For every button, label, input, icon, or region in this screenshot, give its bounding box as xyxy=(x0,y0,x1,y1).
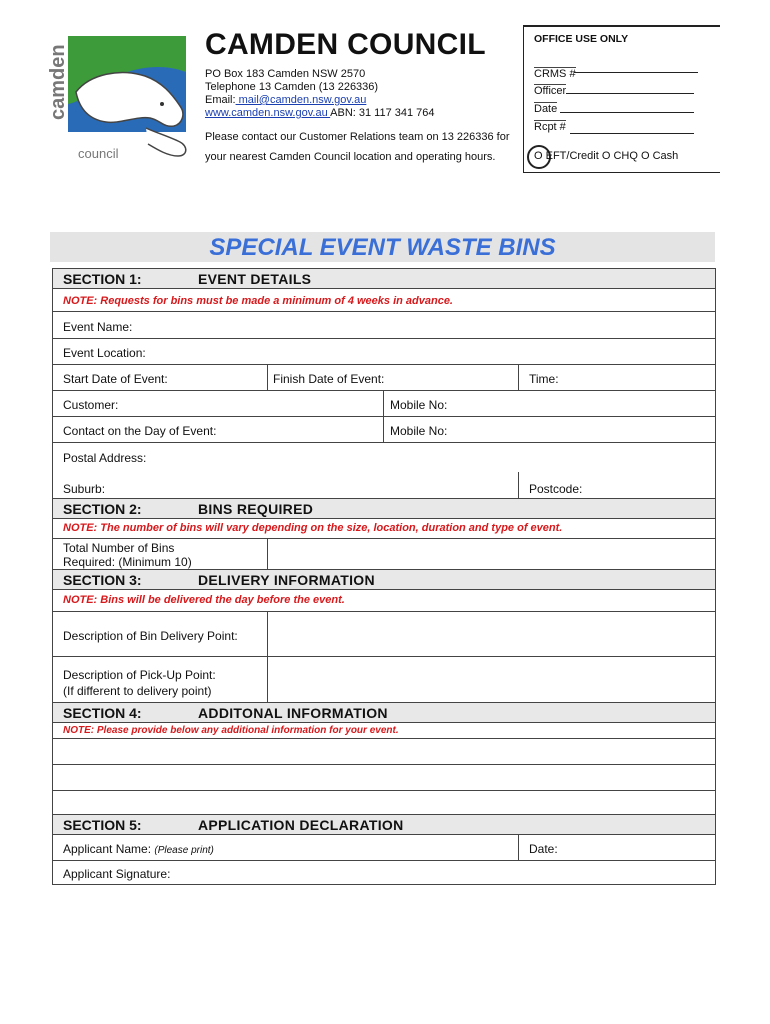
application-form xyxy=(52,268,716,885)
dates-row xyxy=(53,364,715,390)
finish-date-label: Finish Date of Event: xyxy=(273,372,385,386)
section-3-number: SECTION 3: xyxy=(63,572,142,588)
total-bins-input[interactable] xyxy=(268,539,715,569)
pickup-point-label: Description of Pick-Up Point: (If different to delivery point) xyxy=(63,668,216,698)
applicant-signature-row[interactable] xyxy=(53,860,715,884)
please-print-hint: (Please print) xyxy=(154,845,214,856)
additional-info-line-3[interactable] xyxy=(53,790,715,814)
event-name-label: Event Name: xyxy=(63,320,133,334)
delivery-point-row xyxy=(53,611,715,656)
date-line[interactable] xyxy=(560,112,694,113)
section-3-header xyxy=(53,569,715,589)
pickup-point-input[interactable] xyxy=(268,657,715,702)
total-bins-label: Total Number of Bins Required: (Minimum 10) xyxy=(63,541,192,569)
section-2-title: BINS REQUIRED xyxy=(198,501,314,517)
applicant-name-label: Applicant Name: (Please print) xyxy=(63,842,214,856)
applicant-name-row xyxy=(53,834,715,860)
customer-label: Customer: xyxy=(63,398,119,412)
time-label: Time: xyxy=(529,372,559,386)
postal-address-field[interactable] xyxy=(53,442,715,472)
suburb-row xyxy=(53,472,715,498)
crms-line[interactable] xyxy=(574,72,698,73)
officer-line[interactable] xyxy=(566,93,694,94)
contact-line-2: your nearest Camden Council location and operating hours. xyxy=(205,151,496,163)
suburb-label: Suburb: xyxy=(63,482,106,496)
website-link[interactable]: www.camden.nsw.gov.au xyxy=(205,107,331,119)
payment-options[interactable]: O EFT/Credit O CHQ O Cash xyxy=(534,150,679,162)
section-4-number: SECTION 4: xyxy=(63,705,142,721)
additional-info-line-2[interactable] xyxy=(53,764,715,790)
section-3-title: DELIVERY INFORMATION xyxy=(198,572,375,588)
address: PO Box 183 Camden NSW 2570 xyxy=(205,68,366,80)
logo-word-camden: camden xyxy=(47,44,69,120)
event-location-field[interactable] xyxy=(53,338,715,364)
rcpt-line[interactable] xyxy=(570,133,694,134)
section-5-title: APPLICATION DECLARATION xyxy=(198,817,404,833)
customer-row xyxy=(53,390,715,416)
pickup-point-row xyxy=(53,656,715,702)
delivery-point-input[interactable] xyxy=(268,612,715,656)
event-location-label: Event Location: xyxy=(63,346,146,360)
postcode-label: Postcode: xyxy=(529,482,583,496)
section-1-note: NOTE: Requests for bins must be made a minimum of 4 weeks in advance. xyxy=(53,288,715,311)
office-use-title: OFFICE USE ONLY xyxy=(534,33,629,45)
officer-label: Officer xyxy=(534,85,567,97)
declaration-date-label: Date: xyxy=(529,842,558,856)
total-bins-row xyxy=(53,538,715,569)
email-line xyxy=(205,94,366,107)
abn: ABN: 31 117 341 764 xyxy=(330,107,435,119)
website-line xyxy=(205,107,435,120)
start-date-label: Start Date of Event: xyxy=(63,372,168,386)
section-2-header xyxy=(53,498,715,518)
date-label: Date xyxy=(534,103,558,115)
section-1-number: SECTION 1: xyxy=(63,271,142,287)
section-4-header xyxy=(53,702,715,722)
telephone: Telephone 13 Camden (13 226336) xyxy=(205,81,379,93)
contact-row xyxy=(53,416,715,442)
section-5-number: SECTION 5: xyxy=(63,817,142,833)
section-4-title: ADDITONAL INFORMATION xyxy=(198,705,388,721)
council-name: CAMDEN COUNCIL xyxy=(205,28,486,61)
section-2-note: NOTE: The number of bins will vary depending on the size, location, duration and type of event. xyxy=(53,518,715,538)
section-3-note: NOTE: Bins will be delivered the day before the event. xyxy=(53,589,715,611)
section-1-header xyxy=(53,268,715,288)
contact-day-label: Contact on the Day of Event: xyxy=(63,424,217,438)
postal-address-label: Postal Address: xyxy=(63,451,147,465)
email-label: Email: xyxy=(205,94,236,106)
additional-info-line-1[interactable] xyxy=(53,738,715,764)
event-name-field[interactable] xyxy=(53,311,715,338)
rcpt-label: Rcpt # xyxy=(534,121,566,133)
section-2-number: SECTION 2: xyxy=(63,501,142,517)
form-title: SPECIAL EVENT WASTE BINS xyxy=(50,232,715,262)
crms-label: CRMS # xyxy=(534,68,576,80)
camden-council-logo xyxy=(47,32,200,167)
email-link[interactable]: mail@camden.nsw.gov.au xyxy=(235,94,367,106)
office-use-box xyxy=(523,25,720,173)
section-1-title: EVENT DETAILS xyxy=(198,271,312,287)
applicant-signature-label: Applicant Signature: xyxy=(63,867,171,881)
logo-word-council: council xyxy=(78,146,119,161)
mobile-2-label: Mobile No: xyxy=(390,424,448,438)
section-4-note: NOTE: Please provide below any additional information for your event. xyxy=(53,722,715,738)
section-5-header xyxy=(53,814,715,834)
delivery-point-label: Description of Bin Delivery Point: xyxy=(63,629,238,643)
contact-line-1: Please contact our Customer Relations team on 13 226336 for xyxy=(205,131,510,143)
mobile-1-label: Mobile No: xyxy=(390,398,448,412)
